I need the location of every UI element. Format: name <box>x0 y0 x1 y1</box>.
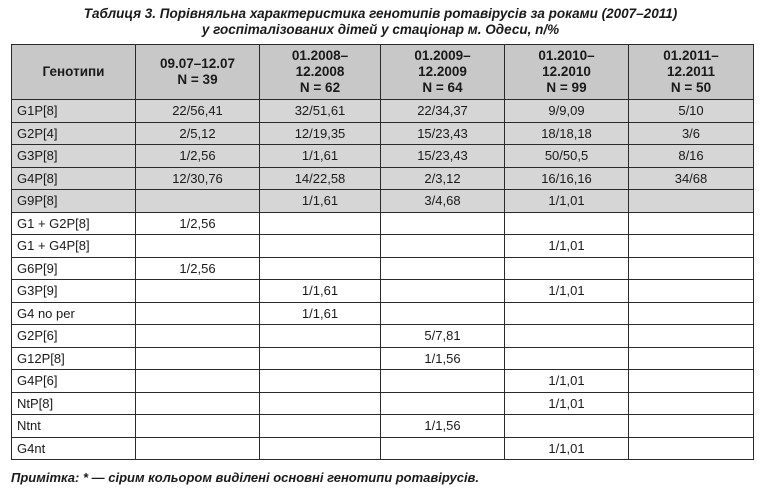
genotype-name-cell: G1P[8] <box>12 100 136 123</box>
value-cell <box>381 302 505 325</box>
value-cell <box>136 392 260 415</box>
value-cell <box>505 325 629 348</box>
value-cell <box>381 437 505 460</box>
table-note: Примітка: * — сірим кольором виділені основні генотипи ротавірусів. <box>11 470 480 485</box>
value-cell: 22/56,41 <box>136 100 260 123</box>
value-cell: 1/1,56 <box>381 415 505 438</box>
value-cell: 1/2,56 <box>136 212 260 235</box>
value-cell <box>136 415 260 438</box>
value-cell <box>505 302 629 325</box>
value-cell: 1/1,61 <box>260 280 381 303</box>
caption-line-1: Таблиця 3. Порівняльна характеристика генотипів ротавірусів за роками (2007–2011) <box>83 6 678 21</box>
genotype-name-cell: G2P[6] <box>12 325 136 348</box>
value-cell: 50/50,5 <box>505 145 629 168</box>
table-row <box>12 325 754 348</box>
value-cell <box>629 415 754 438</box>
value-cell: 12/19,35 <box>260 122 381 145</box>
value-cell: 1/2,56 <box>136 145 260 168</box>
table-row <box>12 167 754 190</box>
value-cell <box>136 370 260 393</box>
genotype-name-cell: Ntnt <box>12 415 136 438</box>
value-cell <box>136 235 260 258</box>
table-row <box>12 257 754 280</box>
value-cell: 5/7,81 <box>381 325 505 348</box>
genotype-table <box>11 44 754 460</box>
value-cell: 14/22,58 <box>260 167 381 190</box>
genotype-name-cell: G6P[9] <box>12 257 136 280</box>
value-cell: 8/16 <box>629 145 754 168</box>
value-cell <box>260 212 381 235</box>
value-cell <box>260 415 381 438</box>
genotype-name-cell: G4 no per <box>12 302 136 325</box>
value-cell <box>260 392 381 415</box>
value-cell: 1/2,56 <box>136 257 260 280</box>
value-cell <box>381 235 505 258</box>
value-cell: 15/23,43 <box>381 122 505 145</box>
period-n: N = 99 <box>546 80 587 95</box>
period-range: 09.07–12.07 <box>159 56 236 71</box>
value-cell <box>381 212 505 235</box>
value-cell: 1/1,01 <box>505 370 629 393</box>
value-cell: 2/5,12 <box>136 122 260 145</box>
table-row <box>12 280 754 303</box>
period-range: 01.2010–12.2010 <box>538 48 595 79</box>
value-cell <box>260 235 381 258</box>
value-cell <box>136 437 260 460</box>
value-cell <box>381 370 505 393</box>
table-row <box>12 370 754 393</box>
genotype-name-cell: G9P[8] <box>12 190 136 213</box>
header-period-2011 <box>629 45 754 100</box>
period-range: 01.2008–12.2008 <box>291 48 349 79</box>
value-cell: 18/18,18 <box>505 122 629 145</box>
value-cell: 2/3,12 <box>381 167 505 190</box>
value-cell: 1/1,01 <box>505 280 629 303</box>
genotype-name-cell: G1 + G2P[8] <box>12 212 136 235</box>
period-range: 01.2009–12.2009 <box>414 48 471 79</box>
table-row <box>12 415 754 438</box>
value-cell <box>629 347 754 370</box>
value-cell <box>381 392 505 415</box>
value-cell: 3/6 <box>629 122 754 145</box>
value-cell <box>629 280 754 303</box>
table-row <box>12 100 754 123</box>
value-cell <box>381 257 505 280</box>
value-cell <box>629 370 754 393</box>
header-period-2009 <box>381 45 505 100</box>
value-cell <box>381 280 505 303</box>
value-cell <box>136 190 260 213</box>
table-row <box>12 122 754 145</box>
value-cell <box>505 257 629 280</box>
value-cell <box>629 302 754 325</box>
value-cell <box>629 392 754 415</box>
value-cell: 1/1,01 <box>505 190 629 213</box>
header-period-2008 <box>260 45 381 100</box>
genotype-name-cell: G4nt <box>12 437 136 460</box>
value-cell <box>629 325 754 348</box>
value-cell: 5/10 <box>629 100 754 123</box>
value-cell <box>629 190 754 213</box>
genotype-name-cell: G1 + G4P[8] <box>12 235 136 258</box>
value-cell: 15/23,43 <box>381 145 505 168</box>
value-cell: 3/4,68 <box>381 190 505 213</box>
value-cell <box>260 347 381 370</box>
value-cell: 34/68 <box>629 167 754 190</box>
value-cell <box>629 257 754 280</box>
genotype-name-cell: G4P[8] <box>12 167 136 190</box>
period-n: N = 62 <box>299 80 341 95</box>
value-cell <box>260 370 381 393</box>
value-cell <box>505 212 629 235</box>
value-cell: 1/1,56 <box>381 347 505 370</box>
period-n: N = 50 <box>670 80 712 95</box>
value-cell <box>136 302 260 325</box>
table-row <box>12 437 754 460</box>
table-row <box>12 190 754 213</box>
value-cell <box>629 235 754 258</box>
value-cell: 1/1,01 <box>505 437 629 460</box>
value-cell: 22/34,37 <box>381 100 505 123</box>
value-cell <box>260 325 381 348</box>
value-cell: 9/9,09 <box>505 100 629 123</box>
genotype-name-cell: G3P[9] <box>12 280 136 303</box>
table-row <box>12 145 754 168</box>
value-cell <box>629 437 754 460</box>
table-row <box>12 347 754 370</box>
header-period-2007 <box>136 45 260 100</box>
value-cell <box>136 347 260 370</box>
value-cell: 1/1,01 <box>505 235 629 258</box>
value-cell: 1/1,61 <box>260 190 381 213</box>
value-cell <box>629 212 754 235</box>
header-row <box>12 45 754 100</box>
header-period-2010 <box>505 45 629 100</box>
table-row <box>12 212 754 235</box>
value-cell: 12/30,76 <box>136 167 260 190</box>
value-cell: 1/1,01 <box>505 392 629 415</box>
genotype-name-cell: G2P[4] <box>12 122 136 145</box>
period-n: N = 39 <box>177 72 218 87</box>
table-row <box>12 392 754 415</box>
value-cell <box>505 347 629 370</box>
table-row <box>12 235 754 258</box>
value-cell: 1/1,61 <box>260 302 381 325</box>
genotype-name-cell: G4P[6] <box>12 370 136 393</box>
value-cell: 32/51,61 <box>260 100 381 123</box>
header-genotype: Генотипи <box>12 45 136 100</box>
period-range: 01.2011–12.2011 <box>663 48 719 79</box>
value-cell <box>260 437 381 460</box>
caption-line-2: у госпіталізованих дітей у стаціонар м. Одеси, n/% <box>201 22 560 37</box>
genotype-name-cell: G3P[8] <box>12 145 136 168</box>
value-cell <box>505 415 629 438</box>
value-cell <box>136 280 260 303</box>
genotype-name-cell: NtP[8] <box>12 392 136 415</box>
period-n: N = 64 <box>422 80 463 95</box>
value-cell: 1/1,61 <box>260 145 381 168</box>
table-row <box>12 302 754 325</box>
value-cell <box>136 325 260 348</box>
genotype-name-cell: G12P[8] <box>12 347 136 370</box>
value-cell: 16/16,16 <box>505 167 629 190</box>
value-cell <box>260 257 381 280</box>
table-caption <box>0 6 761 38</box>
